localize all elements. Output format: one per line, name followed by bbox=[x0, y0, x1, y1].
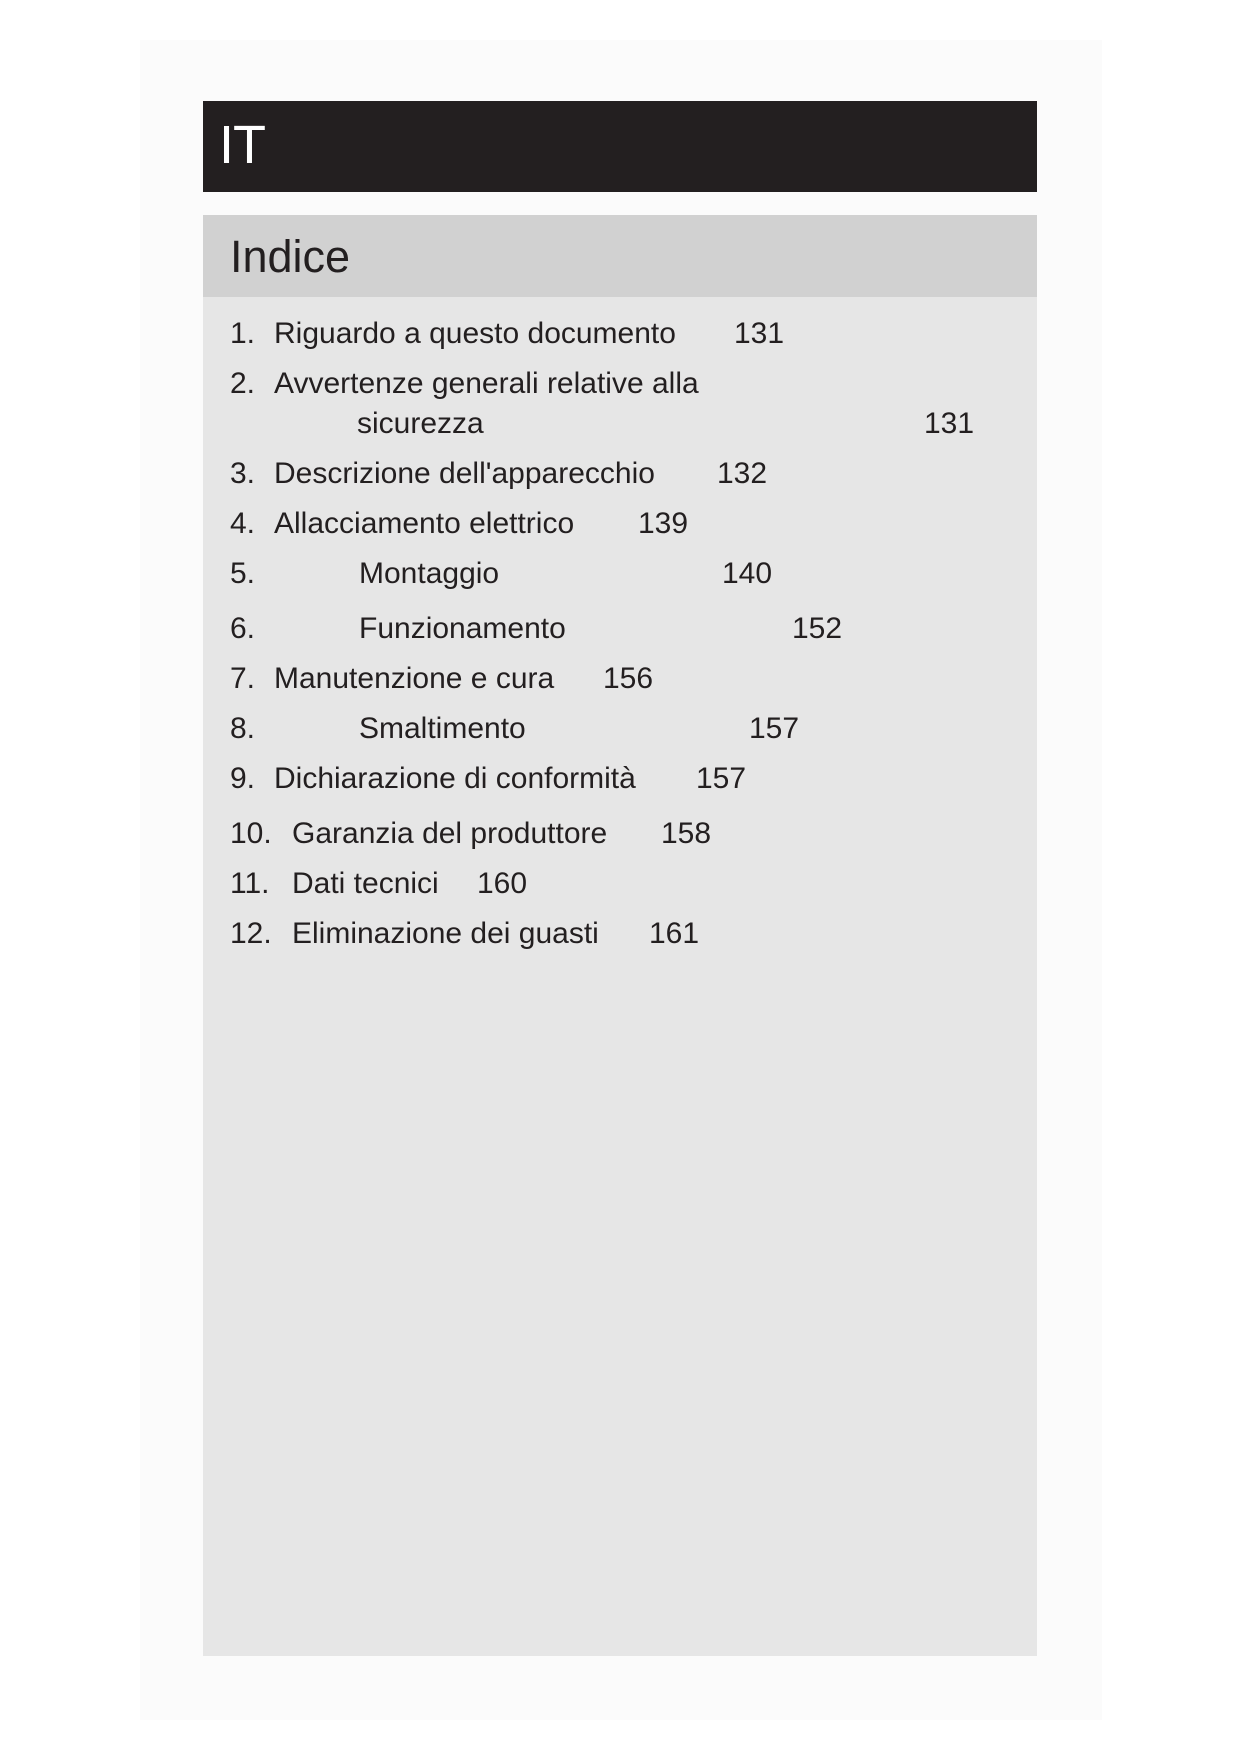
toc-list bbox=[203, 215, 1037, 1656]
toc-entry-number: 6. bbox=[230, 612, 256, 645]
toc-entry-title: Garanzia del produttore bbox=[292, 817, 608, 850]
toc-entry-number: 11. bbox=[230, 867, 270, 900]
toc-entry-title: Smaltimento bbox=[359, 712, 526, 745]
toc-entry-page: 131 bbox=[734, 317, 785, 350]
toc-entry-page: 156 bbox=[603, 662, 654, 695]
language-code: IT bbox=[219, 115, 265, 175]
toc-entry-title: Manutenzione e cura bbox=[274, 662, 555, 695]
table-of-contents bbox=[203, 215, 1037, 1656]
toc-entry-number: 3. bbox=[230, 457, 256, 490]
toc-entry-title: Avvertenze generali relative alla bbox=[274, 367, 699, 400]
toc-entry-page: 160 bbox=[477, 867, 528, 900]
toc-entry-title: Descrizione dell'apparecchio bbox=[274, 457, 655, 490]
toc-entry-title: Montaggio bbox=[359, 557, 500, 590]
toc-title: Indice bbox=[230, 231, 351, 282]
toc-entry-page: 152 bbox=[792, 612, 843, 645]
toc-entry-title: Riguardo a questo documento bbox=[274, 317, 676, 350]
toc-entry-number: 2. bbox=[230, 367, 256, 400]
toc-entry-title: Funzionamento bbox=[359, 612, 566, 645]
toc-entry-page: 158 bbox=[661, 817, 712, 850]
toc-entry-page: 161 bbox=[649, 917, 700, 950]
toc-entry-number: 8. bbox=[230, 712, 256, 745]
toc-entry-number: 7. bbox=[230, 662, 256, 695]
language-header-bar bbox=[203, 101, 1037, 192]
toc-entry-title: Allacciamento elettrico bbox=[274, 507, 575, 540]
toc-entry-number: 9. bbox=[230, 762, 256, 795]
toc-entry-page: 131 bbox=[924, 407, 975, 440]
toc-entry-title: Dichiarazione di conformità bbox=[274, 762, 636, 795]
toc-entry-page: 157 bbox=[696, 762, 747, 795]
toc-entry-title: Eliminazione dei guasti bbox=[292, 917, 599, 950]
toc-entry-title-continuation: sicurezza bbox=[357, 407, 484, 440]
toc-entry-page: 157 bbox=[749, 712, 800, 745]
toc-entry-title: Dati tecnici bbox=[292, 867, 439, 900]
toc-entry-page: 132 bbox=[717, 457, 768, 490]
toc-entry-page: 140 bbox=[722, 557, 773, 590]
toc-entry-number: 4. bbox=[230, 507, 256, 540]
toc-entry-number: 10. bbox=[230, 817, 272, 850]
toc-entry-number: 1. bbox=[230, 317, 256, 350]
toc-entry-page: 139 bbox=[638, 507, 689, 540]
toc-entry-number: 5. bbox=[230, 557, 256, 590]
toc-entry-number: 12. bbox=[230, 917, 272, 950]
